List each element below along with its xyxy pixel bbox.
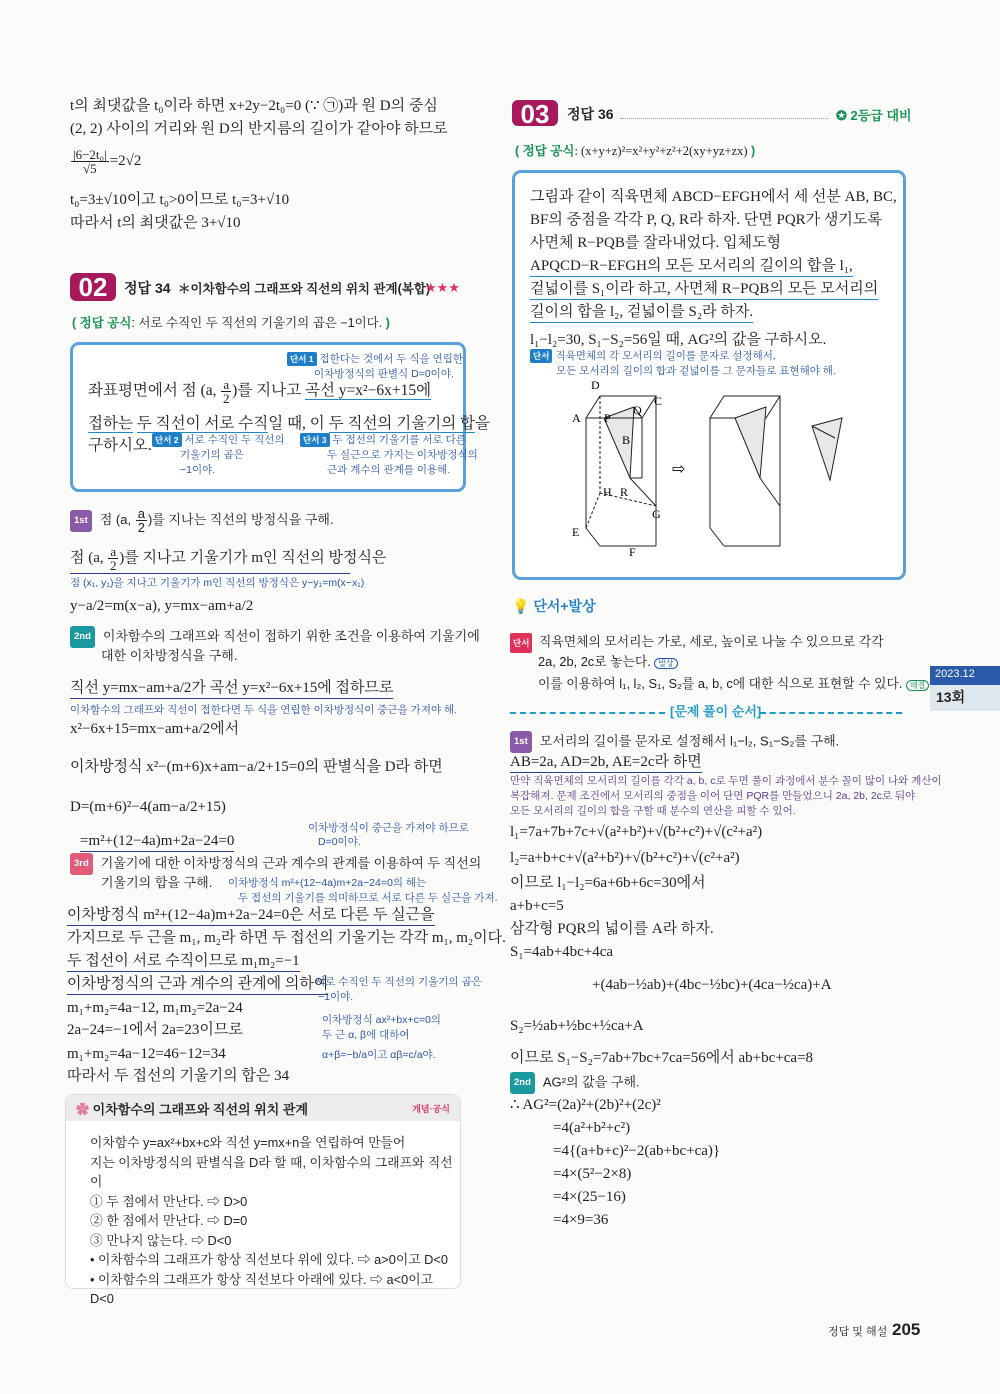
text-line: AB=2a, AD=2b, AE=2c라 하면: [510, 752, 702, 773]
equation: D=(m+6)²−4(am−a/2+15): [70, 799, 226, 815]
denominator: √5: [83, 161, 97, 176]
equation: y−a/2=m(x−a), y=mx−am+a/2: [70, 598, 254, 614]
problem-line: BF의 중점을 각각 P, Q, R라 하자. 단면 PQR가 생기도록: [530, 212, 882, 228]
equation: 이차방정식 x²−(m+6)x+am−a/2+15=0의 판별식을 D라 하면: [70, 759, 443, 775]
label-B: B: [622, 433, 631, 447]
label-H: H: [603, 485, 612, 499]
note: D=0이야.: [318, 836, 361, 848]
label-E: E: [572, 525, 580, 539]
equation: =m²+(12−4a)m+2a−24=0: [80, 831, 234, 852]
problem-line: 사면체 R−PQB를 잘라내었다. 입체도형: [530, 235, 782, 251]
label-C: C: [654, 394, 663, 408]
note: 이차방정식 m²+(12−4a)m+2a−24=0의 해는: [228, 877, 427, 889]
text-line: t의 최댓값을 t₀이라 하면 x+2y−2t₀=0 (∵ ㉠)과 원 D의 중심: [70, 98, 438, 114]
problem-line: APQCD−R−EFGH의 모든 모서리의 길이의 합을 l₁,: [530, 256, 853, 277]
lightbulb-head-icon: 💡: [512, 598, 530, 614]
text-line: 점 (a, $\frac{a}{2}$ )를 지나고 기울기가 m인 직선의 방정식은: [70, 544, 387, 573]
concept-body: [66, 1121, 460, 1309]
text-line: t₀=3±√10이고 t₀>0이므로 t₀=3+√10: [70, 192, 290, 208]
note: α+β=−b/a이고 αβ=c/a야.: [322, 1049, 436, 1061]
side-tab[interactable]: [930, 666, 1000, 711]
side-tab-date: 2023.12: [930, 666, 1000, 685]
hint-1-cont: 이차방정식의 판별식 D=0이야.: [314, 368, 454, 380]
hint-3: 단서 3 두 접선의 기울기를 서로 다른: [300, 433, 466, 447]
equation: l₁=7a+7b+7c+√(a²+b²)+√(b²+c²)+√(c²+a²): [510, 824, 763, 840]
equation: x²−6x+15=mx−am+a/2에서: [70, 721, 240, 737]
problem-line: 접하는 두 직선이 서로 수직일 때, 이 두 직선의 기울기의 합을: [88, 415, 491, 432]
problem-line: l₁−l₂=30, S₁−S₂=56일 때, AG²의 값을 구하시오.: [530, 332, 827, 348]
concept-box: [65, 1094, 461, 1306]
label-P: P: [604, 411, 611, 425]
solution-order-heading: [문제 풀이 순서]: [670, 704, 762, 719]
problem-line: 좌표평면에서 점 (a, $\frac{a}{2}$ )를 지나고 곡선 y=x²−6x+15에: [88, 377, 432, 406]
text-line: 직선 y=mx−am+a/2가 곡선 y=x²−6x+15에 접하므로: [70, 678, 393, 699]
equation: 이므로 S₁−S₂=7ab+7bc+7ca=56에서 ab+bc+ca=8: [510, 1050, 814, 1066]
concept-line: ③ 만나지 않는다. ⇨ D<0: [90, 1232, 232, 1248]
dashed-divider: [510, 712, 665, 714]
idea-heading: 💡 단서+발상: [512, 598, 596, 614]
step-2-heading: 2nd 이차함수의 그래프와 직선이 접하기 위한 조건을 이용하여 기울기에: [70, 626, 480, 648]
numerator: |6−2t₀|: [73, 147, 107, 162]
note: 이차함수의 그래프와 직선이 접한다면 두 식을 연립한 이차방정식이 중근을 가져야 해.: [70, 704, 458, 716]
idea-line: 단서 직육면체의 모서리는 가로, 세로, 높이로 나눌 수 있으므로 각각: [510, 632, 884, 653]
difficulty-stars: ★★★: [425, 280, 460, 295]
concept-line: 이차함수 y=ax²+bx+c와 직선 y=mx+n을 연립하여 만들어: [90, 1135, 406, 1150]
equation: 이므로 l₁−l₂=6a+6b+6c=30에서: [510, 875, 706, 891]
note: −1이야.: [318, 991, 354, 1003]
concept-tag: 개념·공식: [412, 1104, 450, 1114]
divider: [70, 573, 350, 574]
hint-1: 단서 1 접한다는 것에서 두 식을 연립한: [287, 352, 463, 366]
equation-rhs: =2√2: [109, 152, 142, 169]
solve-badge: 해결: [906, 680, 929, 691]
formula-label: 정답 공식: [79, 316, 132, 330]
text-line: 따라서 두 접선의 기울기의 합은 34: [67, 1068, 290, 1084]
equation: =4{(a+b+c)²−2(ab+bc+ca)}: [553, 1143, 721, 1159]
step-2-heading-cont: 대한 이차방정식을 구해.: [101, 648, 238, 663]
label-G: G: [652, 507, 661, 521]
note: 점 (x₁, y₁)을 지나고 기울기가 m인 직선의 방정식은 y−y₁=m(x−x₁): [70, 577, 365, 589]
topic-title: ＊이차함수의 그래프와 직선의 위치 관계(복합): [178, 282, 431, 296]
text-line: 2a−24=−1에서 2a=23이므로: [67, 1022, 243, 1038]
concept-line: • 이차함수의 그래프가 항상 직선보다 아래에 있다. ⇨ a<0이고 D<0: [90, 1271, 433, 1306]
equation: S₂=½ab+½bc+½ca+A: [510, 1018, 644, 1034]
text-line: (2, 2) 사이의 거리와 원 D의 반지름의 길이가 같아야 하므로: [70, 121, 448, 137]
text-line: 가지므로 두 근을 m₁, m₂라 하면 두 접선의 기울기는 각각 m₁, m₂이다.: [67, 930, 506, 946]
formula-text: : 서로 수직인 두 직선의 기울기의 곱은 −1이다.: [131, 316, 383, 330]
label-D: D: [591, 378, 600, 392]
answer-formula: ( 정답 공식: (x+y+z)²=x²+y²+z²+2(xy+yz+zx) ): [515, 144, 756, 158]
page-number: 205: [892, 1320, 921, 1339]
equation: ∴ AG²=(2a)²+(2b)²+(2c)²: [510, 1097, 661, 1113]
concept-header: ✿ 이차함수의 그래프와 직선의 위치 관계 개념·공식: [66, 1095, 460, 1121]
step-3-heading: 3rd 기울기에 대한 이차방정식의 근과 계수의 관계를 이용하여 두 직선의: [70, 853, 481, 875]
hint-3-cont: 두 실근으로 가지는 이차방정식의: [327, 449, 478, 461]
problem-number-badge: 02: [70, 273, 116, 301]
step-1-heading: 1st 모서리의 길이를 문자로 설정해서 l₁−l₂, S₁−S₂를 구해.: [510, 731, 839, 753]
text-line: 이차방정식의 근과 계수의 관계에 의하여: [67, 974, 328, 995]
paren: (: [72, 316, 77, 330]
hint-2-cont: 기울기의 곱은: [180, 449, 244, 461]
equation: a+b+c=5: [510, 898, 564, 914]
side-tab-round: 13회: [936, 689, 966, 705]
label-Q: Q: [633, 403, 642, 417]
answer-label: 정답 34: [124, 280, 171, 296]
equation: +(4ab−½ab)+(4bc−½bc)+(4ca−½ca)+A: [592, 977, 832, 993]
step-1-heading: 1st 점 (a, $\frac{a}{2}$ )를 지나는 직선의 방정식을 구해.: [70, 507, 334, 534]
grade-label: ✪ 2등급 대비: [836, 108, 912, 123]
cuboid-figure: [560, 378, 880, 563]
problem-line: 겉넓이를 S₁이라 하고, 사면체 R−PQB의 모든 모서리의: [530, 279, 878, 300]
equation: =4×(5²−2×8): [553, 1166, 632, 1182]
concept-line: • 이차함수의 그래프가 항상 직선보다 위에 있다. ⇨ a>0이고 D<0: [90, 1252, 448, 1267]
hint-tag: 단서 1: [287, 352, 317, 366]
note: 두 근 α, β에 대하여: [322, 1029, 410, 1041]
problem-line: 그림과 같이 직육면체 ABCD−EFGH에서 세 선분 AB, BC,: [530, 189, 897, 205]
text-line: 두 접선이 서로 수직이므로 m₁m₂=−1: [67, 951, 300, 972]
note: 서로 수직인 두 직선의 기울기의 곱은: [315, 976, 482, 988]
dotted-leader: [620, 118, 828, 119]
equation: S₁=4ab+4bc+4ca: [510, 944, 614, 960]
equation: =4(a²+b²+c²): [553, 1120, 631, 1136]
label-R: R: [620, 485, 629, 499]
equation: l₂=a+b+c+√(a²+b²)+√(b²+c²)+√(c²+a²): [510, 850, 740, 866]
note: 이차방정식 ax²+bx+c=0의: [322, 1014, 441, 1026]
answer-label: 정답 36: [567, 106, 614, 122]
step-3-heading-cont: 기울기의 합을 구해.: [101, 875, 213, 890]
equation: =4×9=36: [553, 1212, 609, 1228]
text-line: 이차방정식 m²+(12−4a)m+2a−24=0은 서로 다른 두 실근을: [67, 905, 435, 926]
hint-3-cont: 근과 계수의 관계를 이용해.: [327, 464, 451, 476]
problem-line: 길이의 합을 l₂, 겉넓이를 S₂라 하자.: [530, 302, 753, 323]
equation: =4×(25−16): [553, 1189, 626, 1205]
text-line: m₁+m₂=4a−12=46−12=34: [67, 1046, 226, 1062]
label-A: A: [572, 411, 581, 425]
step-2-heading: 2nd AG²의 값을 구해.: [510, 1072, 640, 1094]
arrow-icon: ⇨: [672, 461, 686, 478]
hint-2-cont: −1이야.: [180, 464, 216, 476]
hint: 단서 직육면체의 각 모서리의 길이를 문자로 설정해서,: [530, 349, 776, 363]
concept-line: 지는 이차방정식의 판별식을 D라 할 때, 이차함수의 그래프와 직선이: [90, 1154, 453, 1189]
paren: ): [385, 316, 390, 330]
note: 두 접선의 기울기를 의미하므로 서로 다른 두 실근을 가져.: [238, 892, 498, 904]
idea-line: 이를 이용하여 l₁, l₂, S₁, S₂를 a, b, c에 대한 식으로 표현할 수 있다. 해결: [538, 674, 929, 696]
hint-2: 단서 2 서로 수직인 두 직선의: [152, 433, 285, 447]
idea-line: 2a, 2b, 2c로 놓는다. 발상: [538, 652, 678, 674]
answer-formula: [72, 313, 390, 333]
hint-cont: 모든 모서리의 길이의 합과 겉넓이를 그 문자들로 표현해야 해.: [556, 365, 836, 377]
note: 이차방정식이 중근을 가져야 하므로: [308, 822, 469, 834]
footer-label: 정답 및 해설: [828, 1326, 888, 1338]
note: 만약 직육면체의 모서리의 길이를 각각 a, b, c로 두면 풀이 과정에서 분수 꼴이 많이 나와 계산이: [510, 775, 942, 787]
text-line: 따라서 t의 최댓값은 3+√10: [70, 215, 241, 231]
label-F: F: [629, 545, 636, 559]
idea-badge: 발상: [654, 658, 677, 669]
concept-line: ② 한 점에서 만난다. ⇨ D=0: [90, 1213, 248, 1228]
problem-number-badge: 03: [512, 100, 558, 126]
problem-line: 구하시오.: [88, 437, 152, 454]
equation: [70, 148, 141, 175]
text-line: m₁+m₂=4a−12, m₁m₂=2a−24: [67, 1000, 243, 1016]
dashed-divider: [760, 712, 902, 714]
equation: 삼각형 PQR의 넓이를 A라 하자.: [510, 921, 714, 937]
flower-icon: ✿: [76, 1102, 90, 1117]
concept-line: ① 두 점에서 만난다. ⇨ D>0: [90, 1193, 248, 1209]
note: 복잡해져. 문제 조건에서 모서리의 중점을 이어 단면 PQR를 만들었으니 2a, 2b, 2c로 둬야: [510, 790, 916, 802]
note: 모든 모서리의 길이의 합을 구할 때 분수의 연산을 피할 수 있어.: [510, 805, 796, 817]
